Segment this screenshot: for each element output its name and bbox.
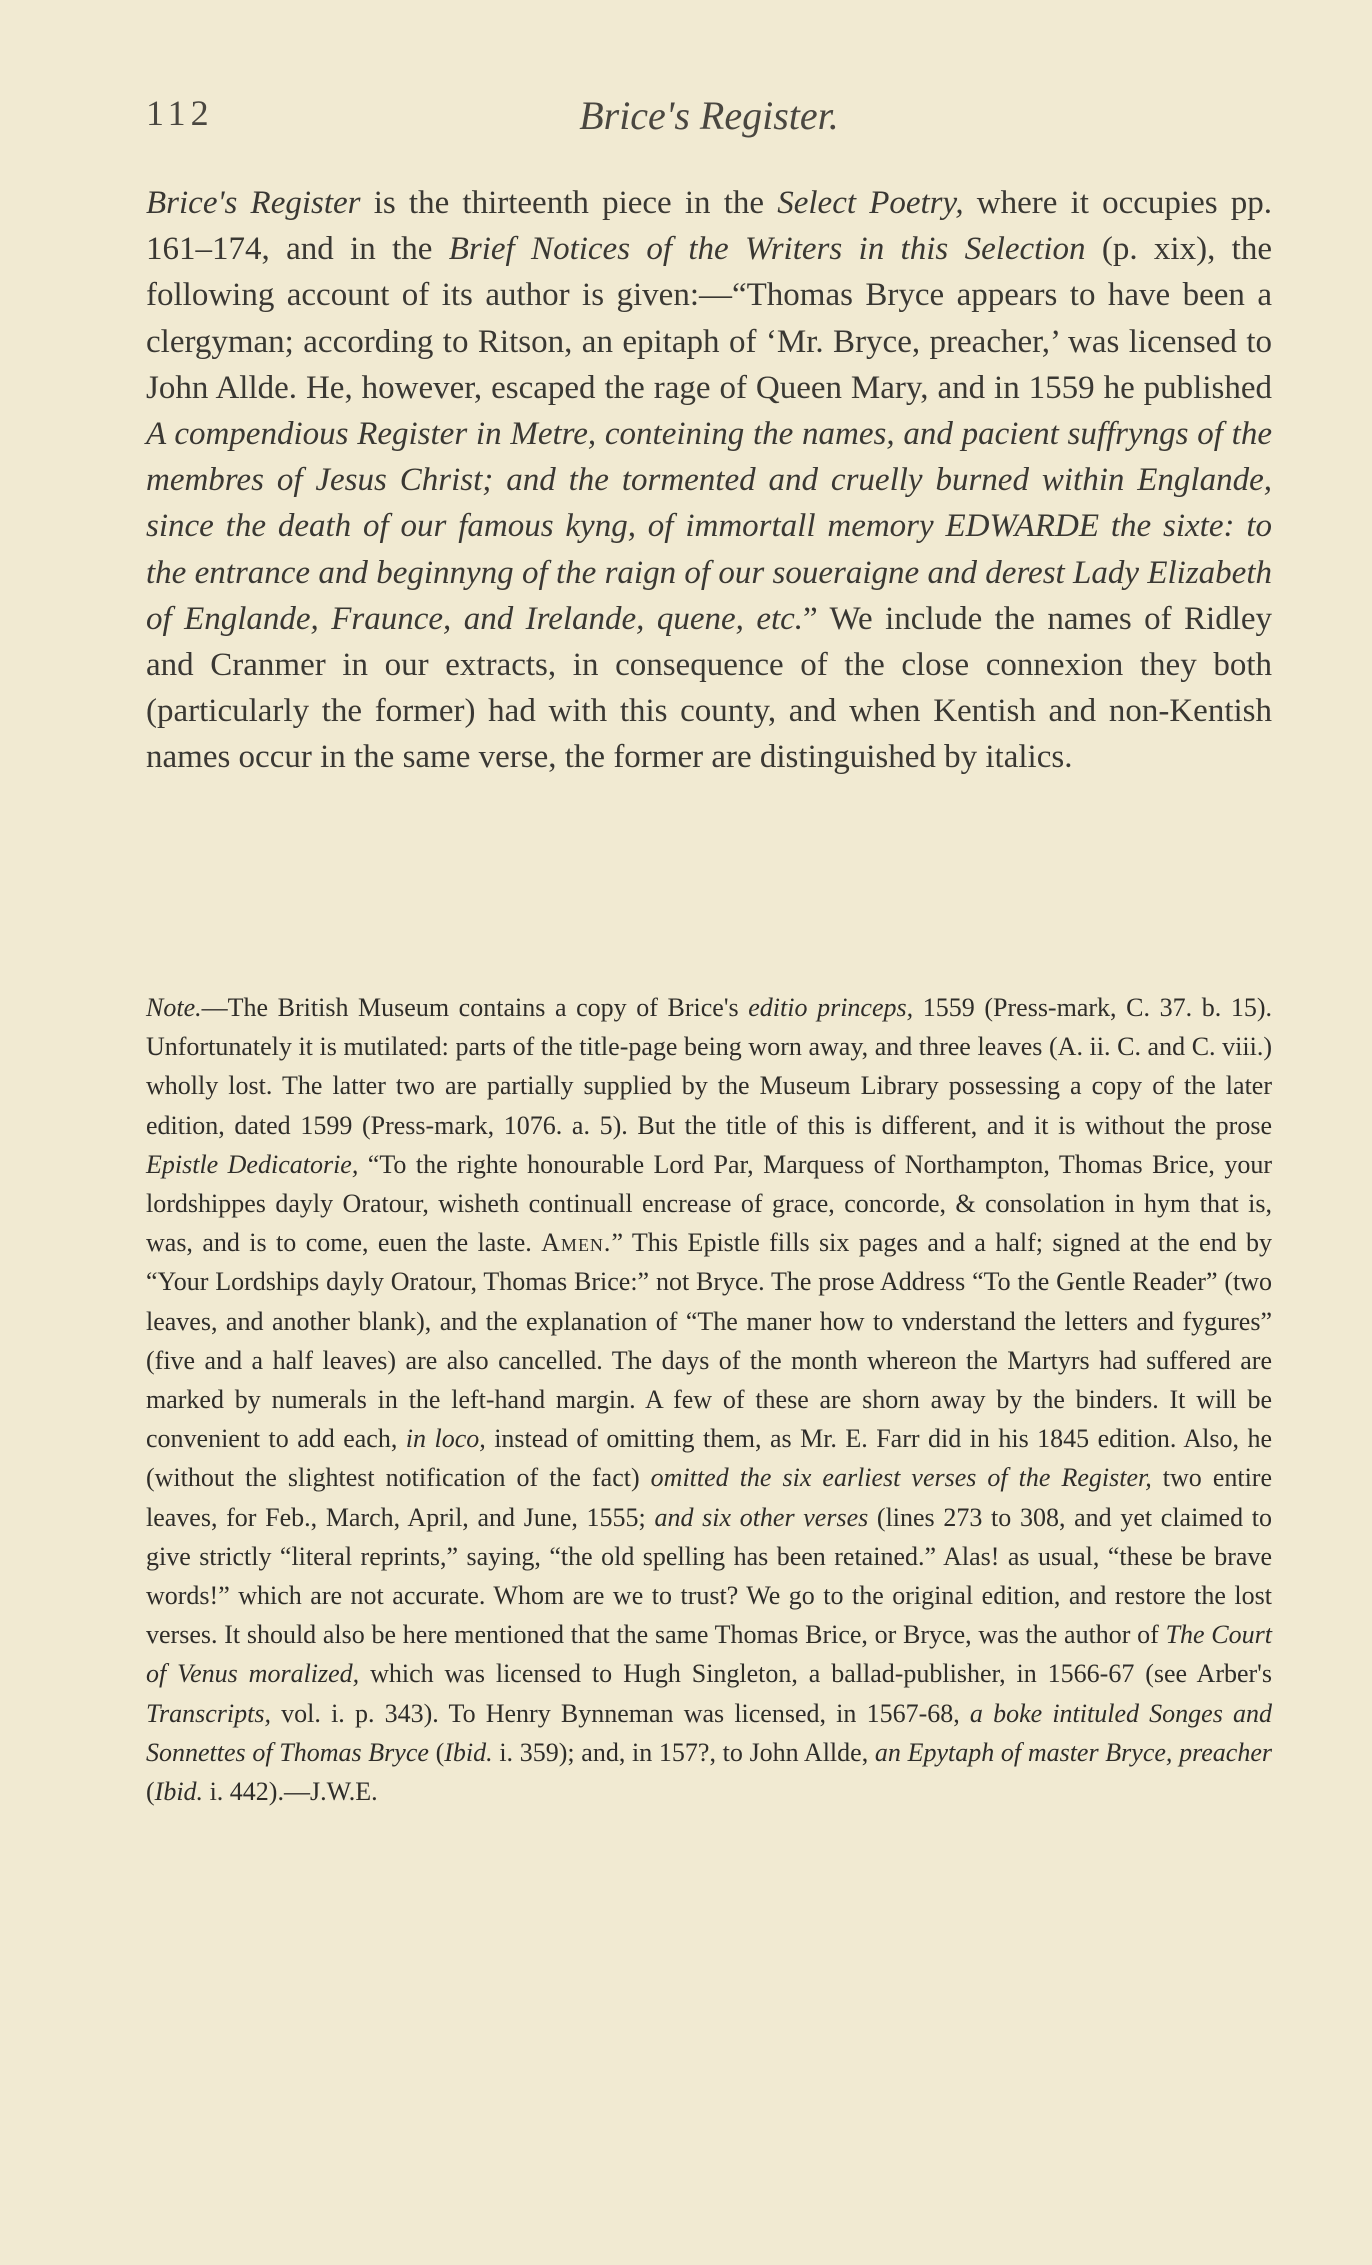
text-run: (lines 273 to 308, and yet claimed to give strictly “literal reprints,” saying, “the old spelling has been retained.” Alas! as usual, “these be brave words!” which are not accurate. Whom are we to trust? We go to the original edition, and restore the lost verses. It should also be here mentioned that the same Thomas Brice, or Bryce, was the author of bbox=[146, 1502, 1272, 1650]
running-title: Brice's Register. bbox=[579, 93, 839, 138]
text-run: i. 359); and, in 157?, to John Allde, bbox=[492, 1737, 875, 1767]
italic-term: Ibid. bbox=[154, 1777, 204, 1807]
small-caps-amen: Amen. bbox=[541, 1228, 612, 1258]
text-run: ( bbox=[428, 1737, 445, 1767]
italic-term: The Court of Venus moralized, bbox=[146, 1620, 1272, 1689]
text-run: is the thirteenth piece in the bbox=[360, 185, 778, 221]
italic-term: omitted the six earliest verses of the Register, bbox=[650, 1463, 1152, 1493]
note-label: Note. bbox=[146, 993, 202, 1022]
text-run: ( bbox=[146, 1777, 155, 1807]
paragraph-text bbox=[146, 180, 1272, 781]
text-run: ” We include the names of Ridley and Cranmer in our extracts, in consequence of the close connexion they both (particularly the former) had with this county, and when Kentish and non-Kentish names occur in the same verse, the former are distinguished by italics. bbox=[146, 600, 1273, 776]
text-run: —The British Museum contains a copy of Brice's bbox=[201, 993, 749, 1022]
page-header bbox=[146, 92, 1272, 142]
italic-title: Brice's Register bbox=[146, 185, 361, 221]
italic-title: Brief Notices of the Writers in this Selection bbox=[448, 231, 1086, 268]
italic-book-title: A compendious Register in Metre, conteining the names, and pacient suffryngs of the membres of Jesus Christ; and the tormented and cruelly burned within Englande, since the death of our famous kyng, of immortall memory EDWARDE the sixte: to the entrance and beginnyng of the raign of our soueraigne and derest Lady Elizabeth of Englande, Fraunce, and Irelande, quene, etc. bbox=[146, 416, 1272, 637]
text-run: vol. i. p. 343). To Henry Bynneman was licensed, in 1567-68, bbox=[271, 1698, 970, 1728]
italic-term: and six other verses bbox=[654, 1502, 869, 1532]
text-run: two entire leaves, for Feb., March, April, and June, 1555; bbox=[146, 1463, 1272, 1532]
main-paragraph bbox=[146, 180, 1272, 781]
italic-term: Ibid. bbox=[444, 1737, 493, 1767]
text-run: which was licensed to Hugh Singleton, a ballad-publisher, in 1566-67 (see Arber's bbox=[359, 1659, 1272, 1689]
italic-term: editio princeps, bbox=[748, 993, 914, 1022]
page-number: 112 bbox=[146, 93, 214, 133]
footnote bbox=[146, 988, 1272, 1811]
italic-term: a boke intituled Songes and Sonnettes of Thomas Bryce bbox=[146, 1698, 1272, 1767]
italic-term: an Epytaph of master Bryce, preacher bbox=[874, 1737, 1272, 1767]
text-run: ” This Epistle fills six pages and a half; signed at the end by “Your Lordships dayly Oratour, Thomas Brice:” not Bryce. The prose Address “To the Gentle Reader” (two leaves, and another blank), and the explanation of “The maner how to vnderstand the letters and fygures” (five and a half leaves) are also cancelled. The days of the month whereon the Martyrs had suffered are marked by numerals in the left-hand margin. A few of these are shorn away by the binders. It will be convenient to add each, bbox=[146, 1228, 1272, 1454]
text-run: i. 442).—J.W.E. bbox=[203, 1777, 378, 1807]
note-text bbox=[146, 988, 1272, 1811]
italic-term: Transcripts, bbox=[146, 1698, 271, 1728]
text-run: 1559 (Press-mark, C. 37. b. 15). Unfortunately it is mutilated: parts of the title-page being worn away, and three leaves (A. ii. C. and C. viii.) wholly lost. The latter two are partially supplied by the Museum Library possessing a copy of the later edition, dated 1599 (Press-mark, 1076. a. 5). But the title of this is different, and it is without the prose bbox=[146, 993, 1272, 1140]
italic-term: Epistle Dedicatorie, bbox=[146, 1149, 359, 1179]
text-run: instead of omitting them, as Mr. E. Farr did in his 1845 edition. Also, he (without the slightest notification of the fact) bbox=[146, 1424, 1272, 1493]
text-run: (p. xix), the following account of its author is given:—“Thomas Bryce appears to have been a clergyman; according to Ritson, an epitaph of ‘Mr. Bryce, preacher,’ was licensed to John Allde. He, however, escaped the rage of Queen Mary, and in 1559 he published bbox=[146, 231, 1272, 406]
text-run: where it occupies pp. 161–174, and in the bbox=[146, 185, 1272, 268]
text-run: “To the righte honourable Lord Par, Marquess of Northampton, Thomas Brice, your lordshippes dayly Oratour, wisheth continuall encrease of grace, concorde, & consolation in hym that is, was, and is to come, euen the laste. bbox=[146, 1149, 1272, 1258]
italic-title: Select Poetry, bbox=[777, 185, 964, 221]
italic-term: in loco, bbox=[405, 1424, 486, 1454]
